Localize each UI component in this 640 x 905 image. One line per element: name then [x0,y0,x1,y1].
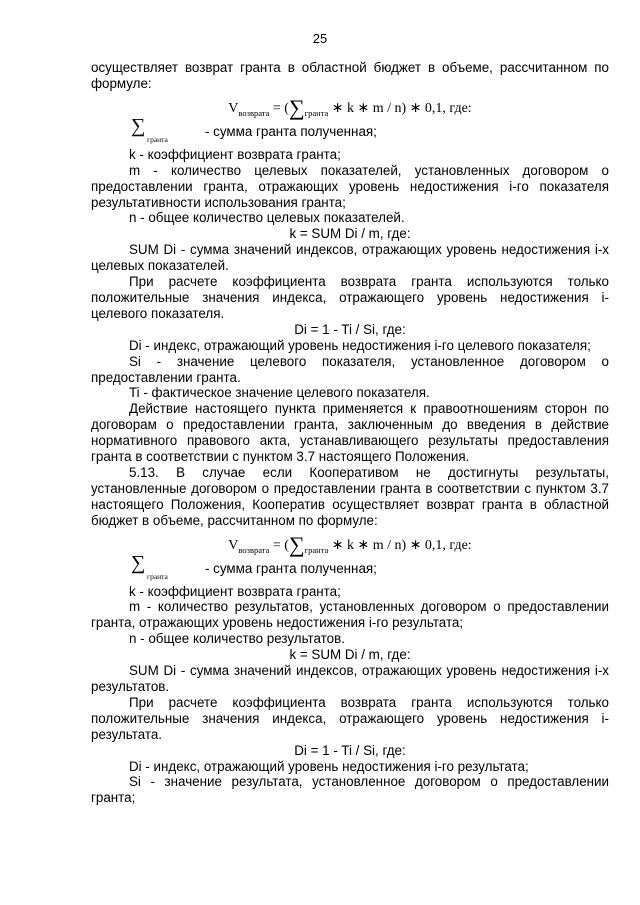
def-si-2: Si - значение результата, установленное договором о предоставлении гранта; [91,774,609,806]
formula-refund-2: $V_{возврата} = (\sum_{гранта}$ ∗ k ∗ m / n) ∗ 0,1, где: [228,531,472,557]
sum-grant-definition-1: ∑ гранта - сумма гранта полученная; [131,114,377,144]
sigma-symbol: ∑ [131,114,146,137]
def-di-2: Di - индекс, отражающий уровень недостижения i-го результата; [129,758,529,774]
def-k-2: k - коэффициент возврата гранта; [129,583,341,599]
document-body [91,60,609,806]
formula-refund-1: $V_{возврата} = (\sum_{гранта}$ ∗ k ∗ m / n) ∗ 0,1, где: [228,94,472,120]
paragraph-applicability: Действие настоящего пункта применяется к правоотношениям сторон по договорам о предоставлении гранта, заключенным до введения в действие нормативного правового акта, устанавливающего результаты предоставления гранта в соответствии с пунктом 3.7 настоящего Положения. [91,401,609,465]
def-sum-2: SUM Di - сумма значений индексов, отражающих уровень недостижения i-х результатов. [91,663,609,694]
def-sum-1: SUM Di - сумма значений индексов, отражающих уровень недостижения i-х целевых показателей. [91,242,609,274]
paragraph-formula-label: формуле: [91,75,152,91]
formula-k-1: k = SUM Di / m, где: [289,226,411,242]
def-di-1: Di - индекс, отражающий уровень недостижения i-го целевого показателя; [129,337,591,353]
sum-grant-definition-2: ∑ гранта - сумма гранта полученная; [131,551,377,581]
formula-di-2: Di = 1 - Ti / Si, где: [294,742,406,758]
def-m-1: m - количество целевых показателей, установленных договором о предоставлении гранта, отражающих уровень недостижения i-го показателя результативности использования гранта; [91,162,609,210]
calc-note-1: При расчете коэффициента возврата гранта используются только положительные значения индекса, отражающего уровень недостижения i-целевого показателя. [91,274,609,321]
def-m-2: m - количество результатов, установленных договором о предоставлении гранта, отражающих уровень недостижения i-го результата; [91,599,609,631]
def-ti-1: Ti - фактическое значение целевого показателя. [129,385,430,401]
paragraph-intro: осуществляет возврат гранта в областной бюджет в объеме, рассчитанном по [91,60,609,75]
formula-di-1: Di = 1 - Ti / Si, где: [294,321,406,337]
def-k-1: k - коэффициент возврата гранта; [129,146,341,162]
def-n-2: n - общее количество результатов. [129,631,345,647]
formula-k-2: k = SUM Di / m, где: [289,647,411,663]
def-si-1: Si - значение целевого показателя, установленное договором о предоставлении гранта. [91,353,609,385]
def-n-1: n - общее количество целевых показателей. [129,210,405,226]
paragraph-5-13: 5.13. В случае если Кооперативом не достигнуты результаты, установленные договором о предоставлении гранта в соответствии с пунктом 3.7 настоящего Положения, Кооператив осуществляет возврат гранта в областной бюджет в объеме, рассчитанном по формуле: [91,464,609,528]
calc-note-2: При расчете коэффициента возврата гранта используются только положительные значения индекса, отражающего уровень недостижения i-результата. [91,694,609,742]
sigma-symbol: ∑ [131,551,146,574]
page-number: 25 [312,31,328,46]
